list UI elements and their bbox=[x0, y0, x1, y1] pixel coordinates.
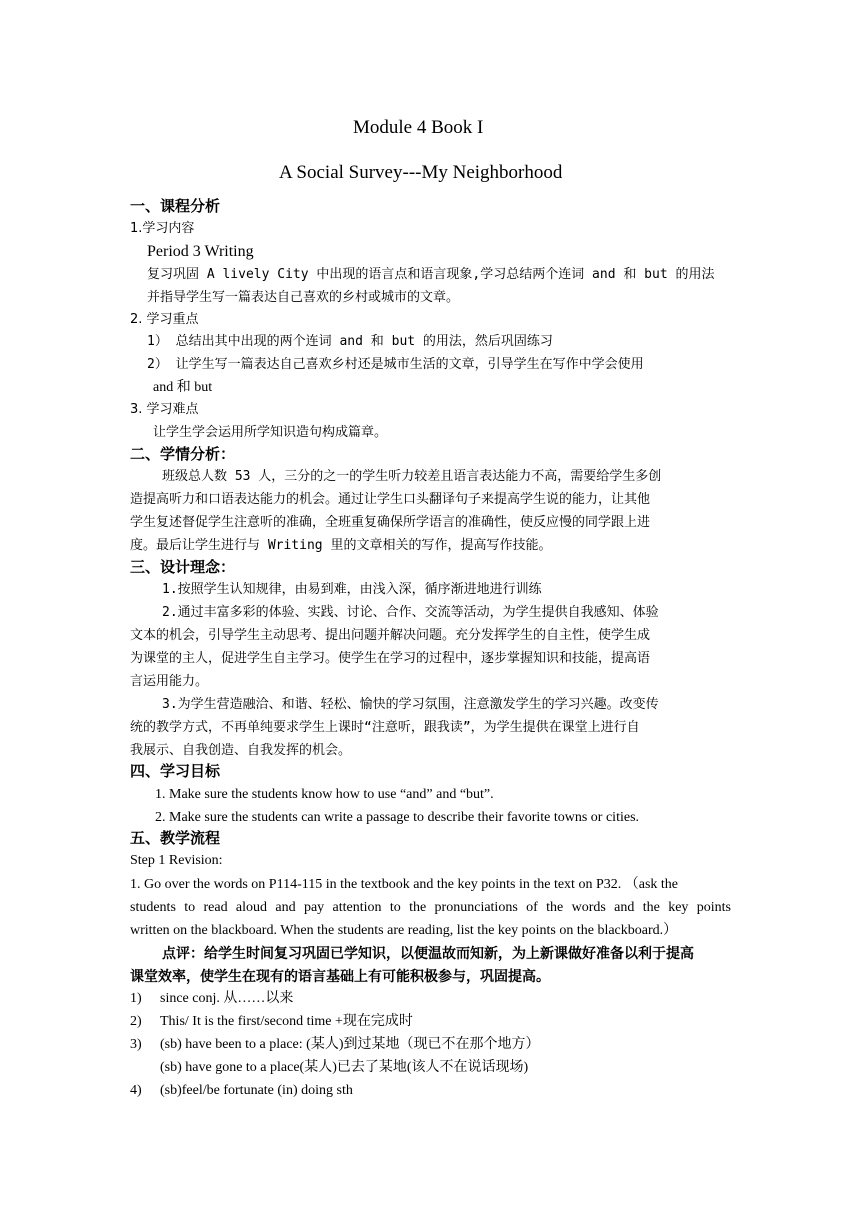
section-heading-teaching-process: 五、教学流程 bbox=[130, 829, 221, 847]
list-item-text: (sb)feel/be fortunate (in) doing sth bbox=[160, 1083, 353, 1098]
student-analysis-line-2: 造提高听力和口语表达能力的机会。通过让学生口头翻译句子来提高学生说的能力，让其他 bbox=[130, 492, 651, 507]
revision-text-line-2: students to read aloud and pay attention to the pronunciations of the words and the key points bbox=[130, 900, 731, 915]
comment-line-1: 点评：给学生时间复习巩固已学知识，以便温故而知新，为上新课做好准备以利于提高 bbox=[162, 946, 694, 962]
learning-content-text-1: 复习巩固 A lively City 中出现的语言点和语言现象,学习总结两个连词 and 和 but 的用法 bbox=[147, 267, 715, 282]
subheading-learning-content: 1.学习内容 bbox=[130, 221, 195, 236]
learning-goal-1: 1. Make sure the students know how to use “and” and “but”. bbox=[155, 787, 494, 802]
student-analysis-line-4: 度。最后让学生进行与 Writing 里的文章相关的写作，提高写作技能。 bbox=[130, 538, 552, 553]
list-item-text: (sb) have been to a place: (某人)到过某地（现已不在那个地方） bbox=[160, 1037, 540, 1052]
revision-text-line-1: 1. Go over the words on P114-115 in the textbook and the key points in the text on P32. （ask the bbox=[130, 877, 679, 892]
revision-text-line-3: written on the blackboard. When the students are reading, list the key points on the blackboard.） bbox=[130, 923, 678, 938]
list-item-text: (sb) have gone to a place(某人)已去了某地(该人不在说话现场) bbox=[160, 1060, 529, 1075]
subheading-key-points: 2. 学习重点 bbox=[130, 312, 199, 327]
learning-goal-2: 2. Make sure the students can write a passage to describe their favorite towns or cities. bbox=[155, 810, 640, 825]
list-item-number: 4) bbox=[130, 1083, 142, 1098]
student-analysis-line-3: 学生复述督促学生注意听的准确，全班重复确保所学语言的准确性，使反应慢的同学跟上进 bbox=[130, 515, 651, 530]
key-point-1: 1） 总结出其中出现的两个连词 and 和 but 的用法，然后巩固练习 bbox=[147, 334, 553, 349]
key-point-2-line-1: 2） 让学生写一篇表达自己喜欢乡村还是城市生活的文章，引导学生在写作中学会使用 bbox=[147, 357, 644, 372]
design-concept-3-line-2: 统的教学方式，不再单纯要求学生上课时“注意听，跟我读”，为学生提供在课堂上进行自 bbox=[130, 720, 640, 735]
section-heading-student-analysis: 二、学情分析： bbox=[130, 445, 236, 463]
step-1-label: Step 1 Revision: bbox=[130, 853, 223, 868]
key-point-2-line-2: and 和 but bbox=[153, 380, 213, 395]
design-concept-3-line-1: 3.为学生营造融洽、和谐、轻松、愉快的学习氛围，注意激发学生的学习兴趣。改变传 bbox=[162, 697, 659, 712]
design-concept-2-line-2: 文本的机会，引导学生主动思考、提出问题并解决问题。充分发挥学生的自主性，使学生成 bbox=[130, 628, 651, 643]
comment-line-2: 课堂效率，使学生在现有的语言基础上有可能积极参与，巩固提高。 bbox=[130, 969, 550, 985]
learning-content-text-2: 并指导学生写一篇表达自己喜欢的乡村或城市的文章。 bbox=[147, 290, 460, 305]
list-item-number: 2) bbox=[130, 1014, 142, 1029]
list-item-number: 1) bbox=[130, 991, 142, 1006]
section-heading-design-concept: 三、设计理念： bbox=[130, 558, 236, 576]
list-item-number: 3) bbox=[130, 1037, 142, 1052]
document-subtitle: A Social Survey---My Neighborhood bbox=[279, 162, 563, 183]
document-title: Module 4 Book I bbox=[353, 117, 484, 138]
list-item-text: This/ It is the first/second time +现在完成时 bbox=[160, 1014, 413, 1029]
subheading-difficulties: 3. 学习难点 bbox=[130, 402, 199, 417]
design-concept-2-line-1: 2.通过丰富多彩的体验、实践、讨论、合作、交流等活动，为学生提供自我感知、体验 bbox=[162, 605, 659, 620]
design-concept-2-line-4: 言运用能力。 bbox=[130, 674, 209, 689]
section-heading-learning-goals: 四、学习目标 bbox=[130, 762, 221, 780]
difficulties-text: 让学生学会运用所学知识造句构成篇章。 bbox=[153, 425, 388, 440]
design-concept-1: 1.按照学生认知规律，由易到难，由浅入深，循序渐进地进行训练 bbox=[162, 582, 542, 597]
student-analysis-line-1: 班级总人数 53 人，三分的之一的学生听力较差且语言表达能力不高，需要给学生多创 bbox=[162, 469, 662, 484]
section-heading-course-analysis: 一、课程分析 bbox=[130, 197, 221, 215]
design-concept-3-line-3: 我展示、自我创造、自我发挥的机会。 bbox=[130, 743, 352, 758]
list-item-text: since conj. 从……以来 bbox=[160, 991, 294, 1006]
period-label: Period 3 Writing bbox=[147, 243, 254, 260]
design-concept-2-line-3: 为课堂的主人，促进学生自主学习。使学生在学习的过程中，逐步掌握知识和技能，提高语 bbox=[130, 651, 651, 666]
